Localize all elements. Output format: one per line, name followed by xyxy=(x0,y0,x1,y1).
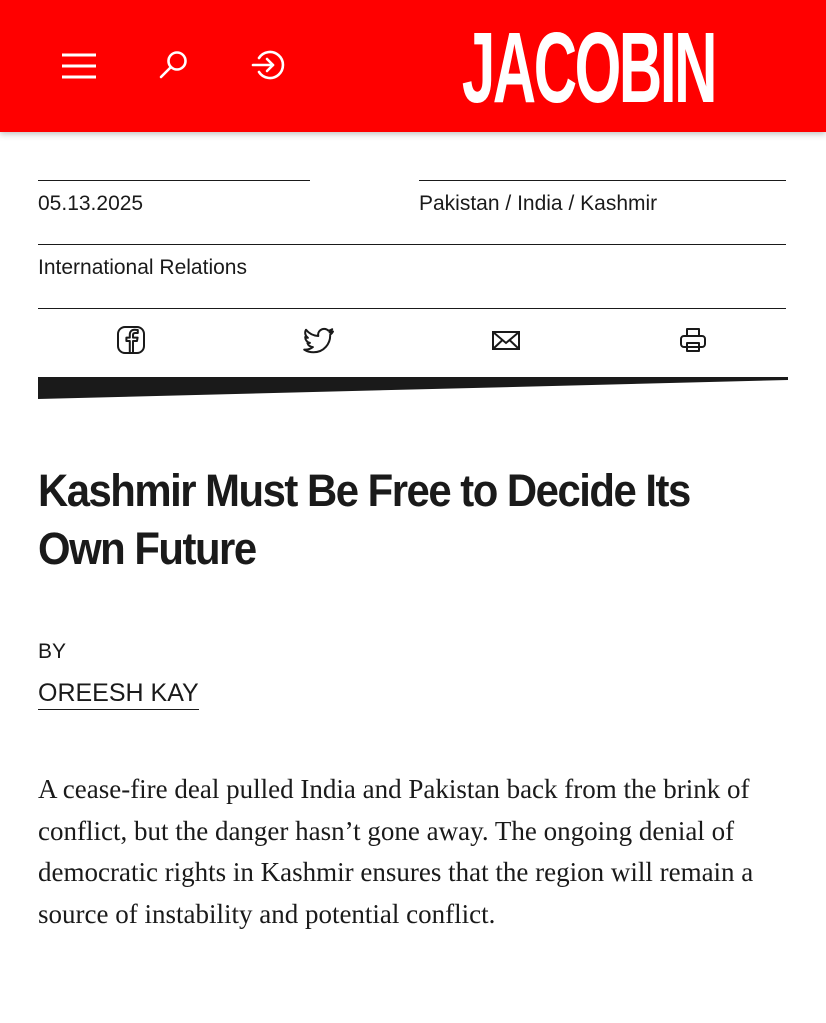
article-dek: A cease-fire deal pulled India and Pakistan back from the brink of conflict, but the danger hasn’t gone away. The ongoing denial of democratic rights in Kashmir ensures that the region will remain a source of instability and potential conflict. xyxy=(38,774,754,929)
tag-separator: / xyxy=(568,192,575,215)
menu-icon[interactable] xyxy=(56,42,102,88)
article-title: Kashmir Must Be Free to Decide Its Own Future xyxy=(38,465,690,574)
divider xyxy=(38,308,786,309)
site-logo[interactable]: JACOBIN xyxy=(461,12,715,124)
category-label[interactable]: International Relations xyxy=(38,256,247,279)
login-icon[interactable] xyxy=(245,42,291,88)
topic-tags xyxy=(419,191,657,217)
site-header xyxy=(0,0,826,132)
tag-link[interactable]: Kashmir xyxy=(580,192,658,215)
print-icon[interactable] xyxy=(675,322,711,358)
category-link[interactable] xyxy=(38,255,247,281)
email-icon[interactable] xyxy=(488,322,524,358)
byline-label: BY xyxy=(38,640,67,663)
tag-separator: / xyxy=(505,192,512,215)
divider xyxy=(419,180,786,181)
author-link[interactable]: OREESH KAY xyxy=(38,678,199,710)
tag-link[interactable]: Pakistan xyxy=(419,192,500,215)
divider xyxy=(38,180,310,181)
decorative-rule xyxy=(38,375,788,399)
facebook-icon[interactable] xyxy=(113,322,149,358)
search-icon[interactable] xyxy=(151,42,197,88)
tag-link[interactable]: India xyxy=(517,192,563,215)
divider xyxy=(38,244,786,245)
twitter-icon[interactable] xyxy=(301,322,337,358)
publish-date: 05.13.2025 xyxy=(38,192,144,215)
